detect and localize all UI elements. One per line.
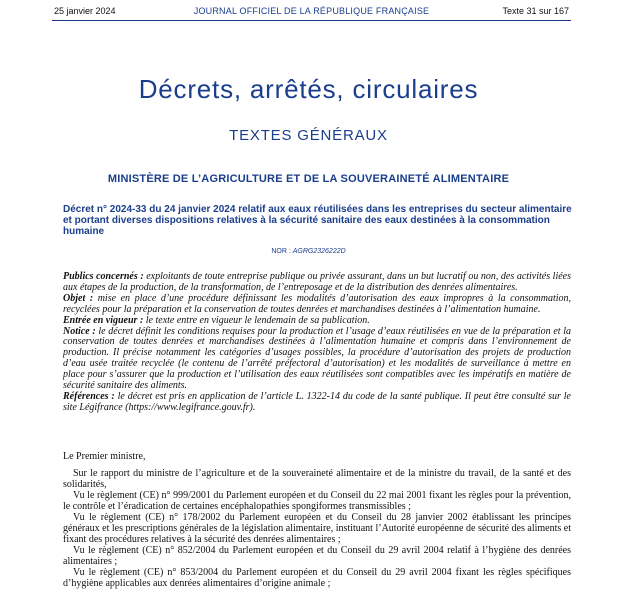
notice-label: Références : [63,390,115,402]
nor-reference [0,248,617,255]
notice-text: exploitants de toute entreprise publique ou privée assurant, dans un but lucratif ou non, des activités liées aux étapes de la production, de la transformation, de l’entreposage et de la distribution des denrées alimentaires. [63,271,572,293]
notice-paragraph [63,327,571,392]
decree-body [63,451,571,589]
journal-title: JOURNAL OFFICIEL DE LA RÉPUBLIQUE FRANÇAISE [193,6,430,16]
page-header [54,6,569,20]
decree-title: Décret n° 2024-33 du 24 janvier 2024 relatif aux eaux réutilisées dans les entreprises du secteur alimentaire et portant diverses dispositions relatives à la sécurité sanitaire des eaux destinées à la consommation humaine [63,204,572,237]
ministry-heading: MINISTÈRE DE L’AGRICULTURE ET DE LA SOUVERAINETÉ ALIMENTAIRE [107,173,510,185]
header-divider [52,20,571,21]
notice-text: le décret définit les conditions requises pour la production et l’usage d’eaux réutilisées en vue de la préparation et la conservation de toutes denrées et marchandises destinées à l’alimentation humaine et compris dans l’environnement de production. Il précise notamment les catégories d’usages possibles, la procédure d’autorisation des projets de production d’eau usée traitée recyclée (le contenu de l’arrêté préfectoral d’autorisation) et les modalités de surveillance à mettre en place pour s’assurer que la production et l’utilisation des eaux réutilisées sont compatibles avec les impératifs en matière de sécurité sanitaire des aliments. [63,325,571,392]
notice-text: le texte entre en vigueur le lendemain de sa publication. [143,314,370,326]
body-paragraph: Vu le règlement (CE) n° 852/2004 du Parlement européen et du Conseil du 29 avril 2004 relatif à l’hygiène des denrées alimentaires ; [63,545,571,567]
body-paragraph: Vu le règlement (CE) n° 178/2002 du Parlement européen et du Conseil du 28 janvier 2002 établissant les principes généraux et les prescriptions générales de la législation alimentaire, instituant l’Autorité européenne de sécurité des aliments et fixant des procédures relatives à la sécurité des denrées alimentaires ; [63,512,571,545]
category-title: Décrets, arrêtés, circulaires [138,74,479,104]
text-number: Texte 31 sur 167 [502,6,569,16]
notice-paragraph [63,294,571,316]
notice-label: Objet : [63,292,94,304]
notice-paragraph [63,272,571,294]
notice-label: Entrée en vigueur : [63,314,144,326]
body-paragraph: Vu le règlement (CE) n° 999/2001 du Parlement européen et du Conseil du 22 mai 2001 fixant les règles pour la prévention, le contrôle et l’éradication de certaines encéphalopathies spongiformes transmissibles ; [63,490,571,512]
opening-line: Le Premier ministre, [63,451,146,462]
notice-text: le décret est pris en application de l’article L. 1322-14 du code de la santé publique. Il peut être consulté sur le site Légifrance (https://www.legifrance.gouv.fr). [63,390,571,413]
nor-code: AGRG2326222D [292,248,346,255]
notice-paragraph [63,392,571,414]
notice-block [63,272,571,414]
notice-text: mise en place d’une procédure définissant les modalités d’autorisation des eaux impropres à la consommation, recyclées pour la préparation et la conservation de toutes denrées et marchandises destinées à l’alimentation humaine. [63,292,572,315]
body-paragraph: Vu le règlement (CE) n° 853/2004 du Parlement européen et du Conseil du 29 avril 2004 fixant les règles spécifiques d’hygiène applicables aux denrées alimentaires d’origine animale ; [63,567,571,589]
publication-date: 25 janvier 2024 [54,6,116,16]
nor-label: NOR : [271,248,293,255]
notice-label: Publics concernés : [63,271,144,282]
notice-label: Notice : [63,325,96,337]
section-title: TEXTES GÉNÉRAUX [229,127,388,144]
body-paragraph: Sur le rapport du ministre de l’agriculture et de la souveraineté alimentaire et de la ministre du travail, de la santé et des solidarités, [63,468,571,490]
